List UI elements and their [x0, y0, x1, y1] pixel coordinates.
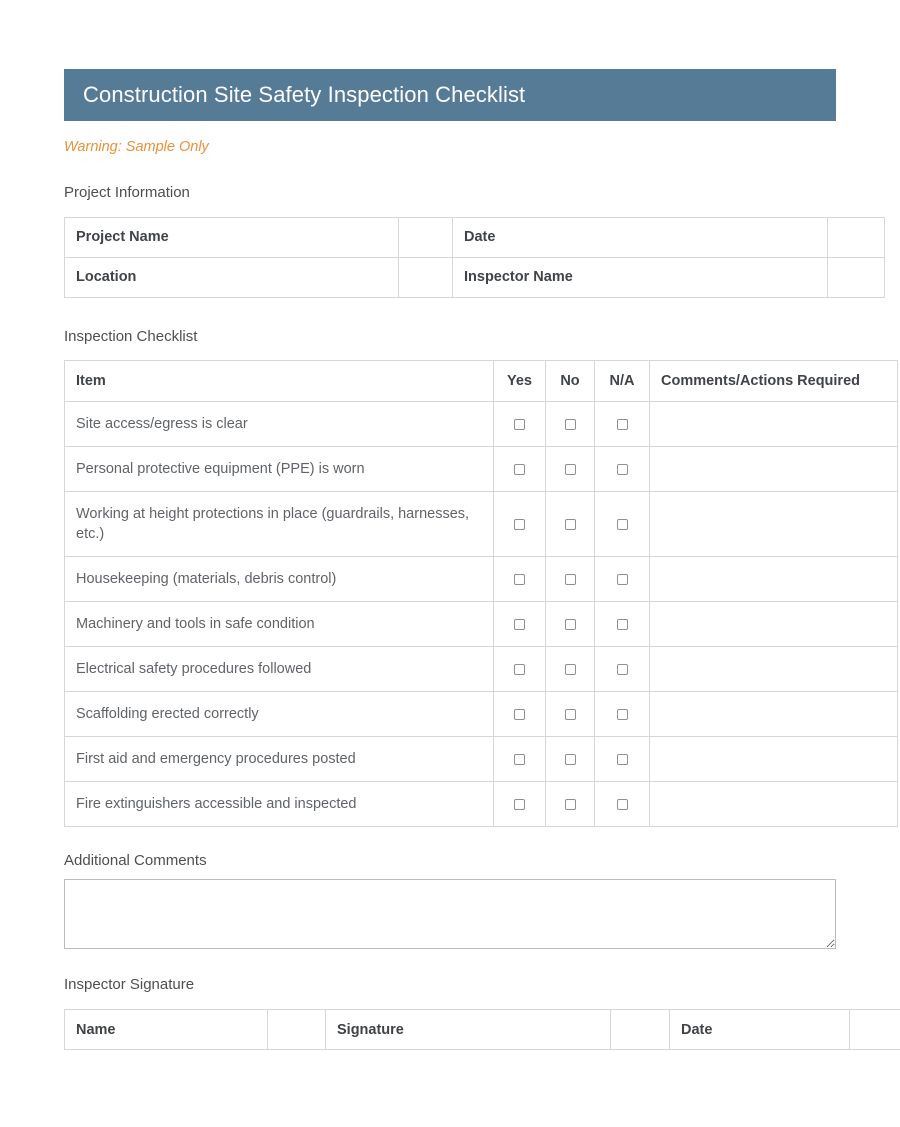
additional-comments-textarea[interactable] — [64, 879, 836, 949]
section-label-project-information: Project Information — [64, 183, 190, 201]
checkbox-no-icon[interactable] — [565, 419, 576, 430]
checkbox-cell-yes[interactable] — [494, 647, 546, 692]
checkbox-cell-na[interactable] — [595, 737, 650, 782]
checkbox-cell-na[interactable] — [595, 402, 650, 447]
checkbox-yes-icon[interactable] — [514, 574, 525, 585]
project-name-label: Project Name — [65, 217, 399, 257]
checklist-item-label: Fire extinguishers accessible and inspected — [65, 782, 494, 827]
inspection-checklist-table — [64, 360, 898, 828]
checkbox-na-icon[interactable] — [617, 419, 628, 430]
checklist-item-label: Scaffolding erected correctly — [65, 692, 494, 737]
checklist-item-label: Personal protective equipment (PPE) is worn — [65, 447, 494, 492]
checkbox-cell-yes[interactable] — [494, 557, 546, 602]
comment-cell[interactable] — [650, 602, 898, 647]
checkbox-cell-no[interactable] — [546, 737, 595, 782]
checkbox-na-icon[interactable] — [617, 709, 628, 720]
checkbox-cell-yes[interactable] — [494, 447, 546, 492]
checkbox-yes-icon[interactable] — [514, 419, 525, 430]
inspector-name-value[interactable] — [828, 257, 885, 297]
checkbox-cell-no[interactable] — [546, 692, 595, 737]
checkbox-cell-yes[interactable] — [494, 737, 546, 782]
table-row — [65, 737, 898, 782]
comment-cell[interactable] — [650, 692, 898, 737]
location-label: Location — [65, 257, 399, 297]
checkbox-na-icon[interactable] — [617, 754, 628, 765]
inspector-name-label: Inspector Name — [453, 257, 828, 297]
checkbox-cell-na[interactable] — [595, 557, 650, 602]
checkbox-yes-icon[interactable] — [514, 619, 525, 630]
checkbox-yes-icon[interactable] — [514, 754, 525, 765]
checkbox-cell-na[interactable] — [595, 647, 650, 692]
checkbox-cell-no[interactable] — [546, 447, 595, 492]
inspector-signature-table — [64, 1009, 900, 1050]
checkbox-cell-yes[interactable] — [494, 492, 546, 557]
comment-cell[interactable] — [650, 447, 898, 492]
table-row — [65, 402, 898, 447]
table-row — [65, 1010, 900, 1050]
date-label: Date — [453, 217, 828, 257]
checkbox-na-icon[interactable] — [617, 519, 628, 530]
checkbox-cell-no[interactable] — [546, 602, 595, 647]
checkbox-cell-na[interactable] — [595, 782, 650, 827]
signature-value[interactable] — [611, 1010, 670, 1050]
checkbox-cell-no[interactable] — [546, 557, 595, 602]
checkbox-cell-na[interactable] — [595, 692, 650, 737]
checkbox-na-icon[interactable] — [617, 464, 628, 475]
checklist-rows — [65, 402, 898, 827]
table-row — [65, 647, 898, 692]
checklist-item-label: Machinery and tools in safe condition — [65, 602, 494, 647]
checkbox-yes-icon[interactable] — [514, 664, 525, 675]
checkbox-yes-icon[interactable] — [514, 519, 525, 530]
checkbox-cell-no[interactable] — [546, 647, 595, 692]
comment-cell[interactable] — [650, 557, 898, 602]
checkbox-cell-na[interactable] — [595, 447, 650, 492]
checkbox-yes-icon[interactable] — [514, 709, 525, 720]
table-row — [65, 557, 898, 602]
table-row — [65, 782, 898, 827]
date-value[interactable] — [828, 217, 885, 257]
checkbox-cell-na[interactable] — [595, 492, 650, 557]
table-header-row — [65, 360, 898, 402]
table-row — [65, 257, 885, 297]
checkbox-no-icon[interactable] — [565, 664, 576, 675]
section-label-inspector-signature: Inspector Signature — [64, 976, 195, 994]
document-header-bar — [64, 69, 836, 121]
checkbox-cell-yes[interactable] — [494, 692, 546, 737]
checkbox-cell-yes[interactable] — [494, 782, 546, 827]
checkbox-no-icon[interactable] — [565, 619, 576, 630]
column-header-comments: Comments/Actions Required — [650, 360, 898, 402]
page-title: Construction Site Safety Inspection Checklist — [83, 82, 526, 107]
checklist-item-label: Housekeeping (materials, debris control) — [65, 557, 494, 602]
checkbox-cell-yes[interactable] — [494, 402, 546, 447]
table-row — [65, 492, 898, 557]
checkbox-na-icon[interactable] — [617, 619, 628, 630]
location-value[interactable] — [399, 257, 453, 297]
section-label-inspection-checklist: Inspection Checklist — [64, 327, 198, 345]
checkbox-yes-icon[interactable] — [514, 799, 525, 810]
project-name-value[interactable] — [399, 217, 453, 257]
checkbox-cell-na[interactable] — [595, 602, 650, 647]
checkbox-no-icon[interactable] — [565, 574, 576, 585]
checkbox-no-icon[interactable] — [565, 754, 576, 765]
signature-name-value[interactable] — [268, 1010, 326, 1050]
checkbox-no-icon[interactable] — [565, 799, 576, 810]
checklist-item-label: Site access/egress is clear — [65, 402, 494, 447]
signature-date-label: Date — [670, 1010, 850, 1050]
checkbox-yes-icon[interactable] — [514, 464, 525, 475]
checkbox-na-icon[interactable] — [617, 799, 628, 810]
checkbox-no-icon[interactable] — [565, 519, 576, 530]
signature-date-value[interactable] — [850, 1010, 900, 1050]
table-row — [65, 447, 898, 492]
table-row — [65, 217, 885, 257]
checkbox-cell-no[interactable] — [546, 782, 595, 827]
signature-name-label: Name — [65, 1010, 268, 1050]
column-header-yes: Yes — [494, 360, 546, 402]
checkbox-no-icon[interactable] — [565, 464, 576, 475]
project-information-table — [64, 217, 885, 298]
comment-cell[interactable] — [650, 647, 898, 692]
column-header-na: N/A — [595, 360, 650, 402]
checklist-item-label: Electrical safety procedures followed — [65, 647, 494, 692]
column-header-no: No — [546, 360, 595, 402]
checkbox-cell-no[interactable] — [546, 402, 595, 447]
table-row — [65, 602, 898, 647]
checkbox-no-icon[interactable] — [565, 709, 576, 720]
checklist-item-label: First aid and emergency procedures posted — [65, 737, 494, 782]
table-row — [65, 692, 898, 737]
comment-cell[interactable] — [650, 782, 898, 827]
column-header-item: Item — [65, 360, 494, 402]
section-label-additional-comments: Additional Comments — [64, 852, 207, 870]
checklist-item-label: Working at height protections in place (guardrails, harnesses, etc.) — [65, 492, 494, 557]
checkbox-cell-yes[interactable] — [494, 602, 546, 647]
comment-cell[interactable] — [650, 737, 898, 782]
comment-cell[interactable] — [650, 402, 898, 447]
sample-warning-text: Warning: Sample Only — [64, 139, 209, 155]
comment-cell[interactable] — [650, 492, 898, 557]
checkbox-cell-no[interactable] — [546, 492, 595, 557]
checkbox-na-icon[interactable] — [617, 574, 628, 585]
checkbox-na-icon[interactable] — [617, 664, 628, 675]
signature-label: Signature — [326, 1010, 611, 1050]
